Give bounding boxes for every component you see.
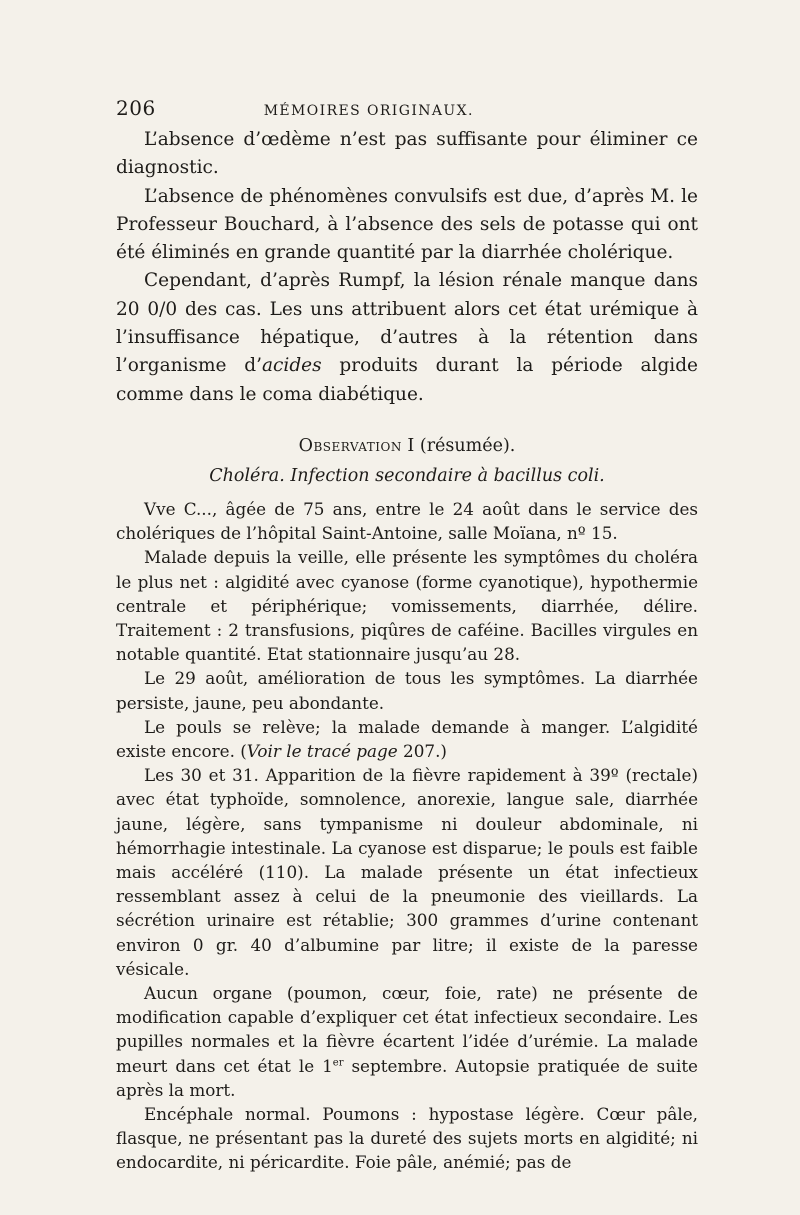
running-title: MÉMOIRES ORIGINAUX.	[263, 103, 474, 119]
paragraph: Le 29 août, amélioration de tous les symptômes. La diarrhée persiste, jaune, peu abondante.	[116, 668, 698, 713]
observation-text	[116, 497, 698, 1175]
observation-label: Observation	[298, 435, 402, 456]
paragraph: Vve C..., âgée de 75 ans, entre le 24 août dans le service des cholériques de l’hôpital Saint-Antoine, salle Moïana, nº 15.	[116, 498, 698, 544]
paragraph	[116, 715, 698, 763]
page-number: 206	[116, 96, 156, 120]
ordinal-superscript: er	[332, 1057, 344, 1069]
paragraph	[116, 981, 698, 1102]
italic-reference: Voir le tracé page	[246, 741, 398, 761]
running-head	[116, 96, 698, 126]
paragraph: L’absence de phénomènes convulsifs est due, d’après M. le Professeur Bouchard, à l’absence des sels de potasse qui ont été éliminés en grande quantité par la diarrhée cholérique.	[116, 185, 698, 264]
paragraph: Malade depuis la veille, elle présente les symptômes du choléra le plus net : algidité avec cyanose (forme cyanotique), hypothermie centrale et périphérique; vomissements, diarrhée, délire. Traitement : 2 transfusions, piqûres de caféine. Bacilles virgules en notable quantité. Etat stationnaire jusqu’au 28.	[116, 547, 698, 665]
text-run: Aucun organe (poumon, cœur, foie, rate) ne présente de modification capable d’expliquer cet état infectieux secondaire. Les pupilles normales et la fièvre écartent l’idée d’urémie. La malade meurt dans cet état le 1	[116, 983, 698, 1076]
text-run: Le pouls se relève; la malade demande à manger. L’algidité existe encore. (	[116, 716, 698, 761]
intro-text	[116, 126, 698, 409]
paragraph: Encéphale normal. Poumons : hypostase légère. Cœur pâle, flasque, ne présentant pas la dureté des sujets morts en algidité; ni endocardite, ni péricardite. Foie pâle, anémié; pas de	[116, 1104, 698, 1173]
observation-heading	[116, 433, 698, 459]
paragraph: Les 30 et 31. Apparition de la fièvre rapidement à 39º (rectale) avec état typhoïde, somnolence, anorexie, langue sale, diarrhée jaune, légère, sans tympanisme ni douleur abdominale, ni hémorrhagie intestinale. La cyanose est disparue; le pouls est faible mais accéléré (110). La malade présente un état infectieux ressemblant assez à celui de la pneumonie des vieillards. La sécrétion urinaire est rétablie; 300 grammes d’urine contenant environ 0 gr. 40 d’albumine par litre; il existe de la paresse vésicale.	[116, 765, 698, 979]
text-run: Cependant, d’après Rumpf, la lésion rénale manque dans 20 0/0 des cas. Les uns attribuent alors cet état urémique à l’insuffisance hépatique, d’autres à la rétention dans l’organisme d’	[116, 270, 698, 377]
paragraph: L’absence d’œdème n’est pas suffisante pour éliminer ce diagnostic.	[116, 129, 698, 179]
text-run: 207.)	[397, 741, 447, 761]
observation-subtitle: Choléra. Infection secondaire à bacillus coli.	[209, 465, 605, 486]
paragraph	[116, 267, 698, 408]
italic-term: acides	[262, 355, 322, 377]
text-run: produits durant la période algide comme dans le coma diabétique.	[116, 355, 699, 405]
text-run: septembre. Autopsie pratiquée de suite après la mort.	[116, 1055, 698, 1100]
observation-number: I (résumée).	[401, 435, 516, 456]
